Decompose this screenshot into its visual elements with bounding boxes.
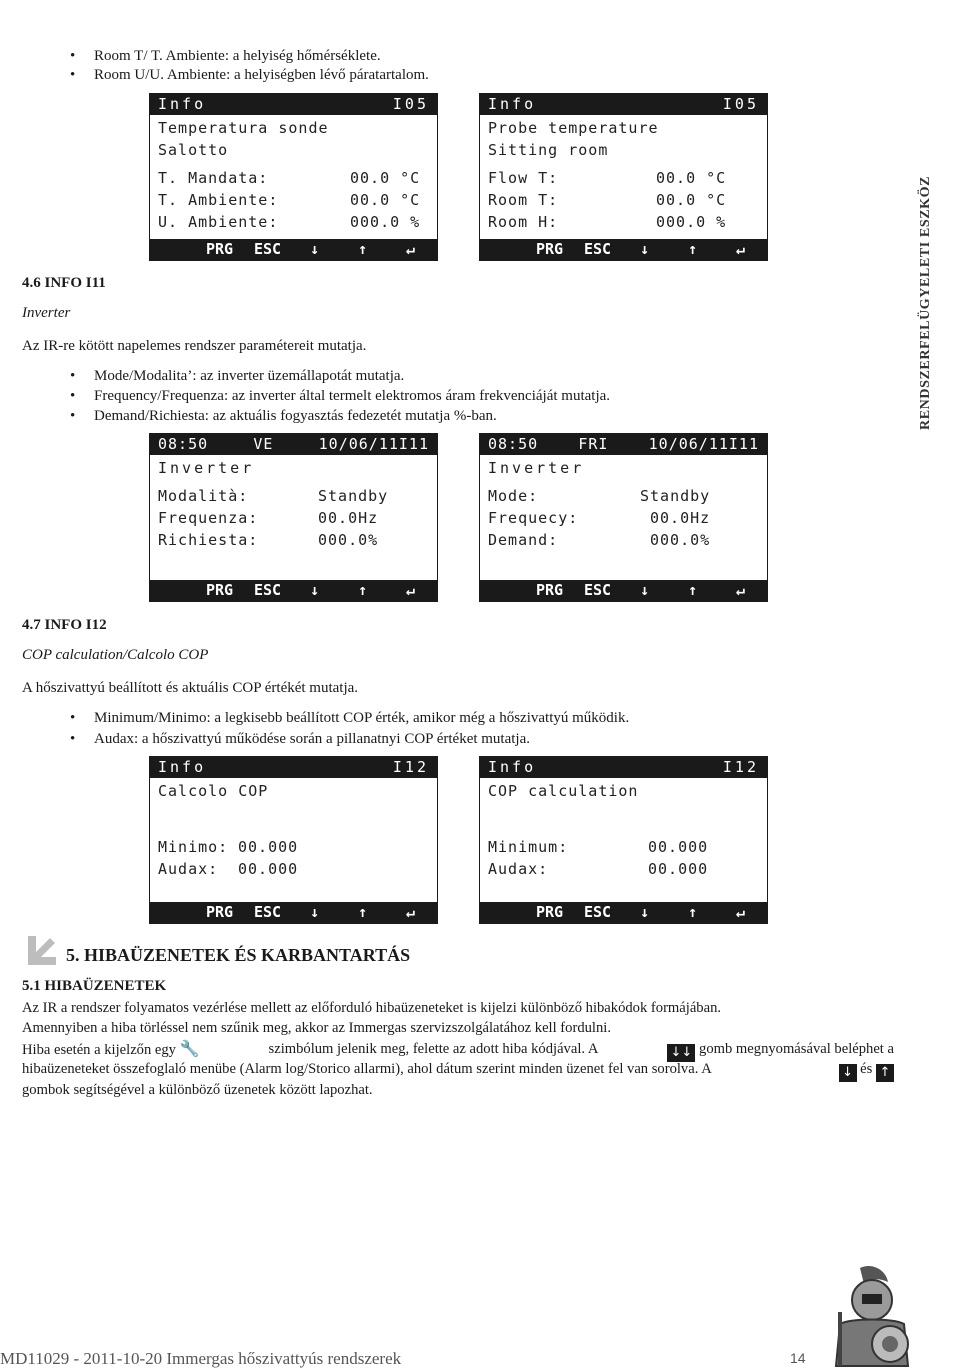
screen-row-label: Modalità: (158, 487, 249, 505)
enter-icon[interactable]: ↵ (736, 581, 746, 599)
lcd-screen-i11-it (149, 433, 438, 602)
esc-key[interactable]: ESC (584, 903, 612, 921)
screen-line: Sitting room (488, 141, 609, 159)
down-arrow-icon: ↓ (839, 1064, 857, 1082)
paragraph-line (22, 1059, 894, 1082)
screen-line: Temperatura sonde (158, 119, 329, 137)
bullet-frequency: • Frequency/Frequenza: az inverter által termelt elektromos áram frekvenciáját mutatja. (94, 386, 610, 406)
screen-row-value: 00.000 (648, 838, 709, 856)
screen-row-value: 00.0 °C (350, 169, 421, 187)
down-arrow-icon[interactable]: ↓ (640, 903, 650, 921)
footer-document-ref: MD11029 - 2011-10-20 Immergas hőszivattyús rendszerek (0, 1349, 402, 1368)
section-subtitle-4-7: COP calculation/Calcolo COP (22, 647, 209, 663)
screen-function-keys (480, 902, 767, 923)
screen-row-value: 000.0 % (656, 213, 727, 231)
screen-function-keys (150, 902, 437, 923)
prg-key[interactable]: PRG (206, 240, 234, 258)
section-intro-4-7: A hőszivattyú beállított és aktuális COP értékét mutatja. (22, 680, 359, 696)
screen-day: VE (253, 435, 274, 453)
page-number: 14 (790, 1350, 806, 1366)
screen-head-right: I05 (722, 95, 759, 113)
section-heading-4-7: 4.7 INFO I12 (22, 617, 107, 633)
screen-row-label: Frequenza: (158, 509, 259, 527)
section-intro-4-6: Az IR-re kötött napelemes rendszer paramétereit mutatja. (22, 338, 367, 354)
screen-row-label: Audax: (158, 860, 219, 878)
paragraph-line (22, 998, 894, 1018)
esc-key[interactable]: ESC (584, 581, 612, 599)
section-heading-4-6: 4.6 INFO I11 (22, 275, 106, 291)
screen-line: COP calculation (488, 782, 639, 800)
paragraph-text: és (860, 1061, 873, 1077)
screen-row-value: 00.0 °C (350, 191, 421, 209)
sidebar-text: RENDSZERFELÜGYELETI ESZKÖZ (918, 175, 933, 430)
screen-row-label: Room T: (488, 191, 559, 209)
screen-row-value: Standby (318, 487, 389, 505)
screen-head-left: Info (488, 758, 537, 776)
up-arrow-icon[interactable]: ↑ (688, 581, 698, 599)
down-arrow-icon[interactable]: ↓ (310, 240, 320, 258)
room-t-bullet: • Room T/ T. Ambiente: a helyiség hőmérséklete. (94, 46, 381, 66)
screen-row-value: 00.000 (238, 860, 299, 878)
up-arrow-icon[interactable]: ↑ (358, 581, 368, 599)
lcd-screen-i12-it (149, 756, 438, 924)
paragraph-text: gombok segítségével a különböző üzenetek között lapozhat. (22, 1082, 373, 1098)
prg-key[interactable]: PRG (206, 903, 234, 921)
down-arrow-icon[interactable]: ↓ (640, 581, 650, 599)
bullet-minimum: • Minimum/Minimo: a legkisebb beállított COP érték, amikor még a hőszivattyú működik. (94, 708, 629, 728)
screen-date: 10/06/11 (648, 435, 729, 453)
screen-day: FRI (578, 435, 609, 453)
screen-row-label: Minimo: (158, 838, 229, 856)
paragraph-text: hibaüzeneteket összefoglaló menübe (Alarm log/Storico allarmi), ahol dátum szerint minden üzenet fel van sorolva. A (22, 1061, 712, 1077)
enter-icon[interactable]: ↵ (406, 903, 416, 921)
screen-row-value: 00.0Hz (318, 509, 379, 527)
screen-head-left: Info (158, 758, 207, 776)
enter-icon[interactable]: ↵ (406, 581, 416, 599)
screen-row-value: 00.0Hz (650, 509, 711, 527)
screen-title: Inverter (488, 459, 585, 477)
screen-row-label: T. Mandata: (158, 169, 269, 187)
lcd-screen-i11-en (479, 433, 768, 602)
screen-row-label: Room H: (488, 213, 559, 231)
down-arrow-icon[interactable]: ↓ (640, 240, 650, 258)
paragraph-text: gomb megnyomásával beléphet a (699, 1041, 894, 1057)
paragraph-text: Az IR a rendszer folyamatos vezérlése mellett az előforduló hibaüzeneteket is kijelzi különböző hibakódok formájában. (22, 1000, 722, 1016)
wrench-icon: 🔧 (179, 1039, 200, 1058)
screen-row-value: 00.0 °C (656, 169, 727, 187)
prg-key[interactable]: PRG (536, 240, 564, 258)
screen-row-label: Mode: (488, 487, 539, 505)
screen-line: Probe temperature (488, 119, 659, 137)
screen-time: 08:50 (488, 435, 539, 453)
screen-code: I11 (398, 435, 429, 453)
up-arrow-icon: ↑ (876, 1064, 894, 1082)
esc-key[interactable]: ESC (254, 581, 282, 599)
screen-row-value: 000.0 % (350, 213, 421, 231)
screen-row-label: Demand: (488, 531, 559, 549)
gladiator-mascot-icon (820, 1262, 916, 1368)
screen-head-right: I12 (392, 758, 429, 776)
screen-line: Salotto (158, 141, 229, 159)
bullet-audax: • Audax: a hőszivattyú működése során a pillanatnyi COP értéket mutatja. (94, 729, 530, 749)
enter-icon[interactable]: ↵ (736, 903, 746, 921)
esc-key[interactable]: ESC (584, 240, 612, 258)
screen-row-value: 000.0% (318, 531, 379, 549)
vertical-section-label (918, 140, 946, 430)
section-heading-5-1: 5.1 HIBAÜZENETEK (22, 978, 167, 994)
enter-icon[interactable]: ↵ (406, 240, 416, 258)
screen-time: 08:50 (158, 435, 209, 453)
paragraph-text: Amennyiben a hiba törléssel nem szűnik meg, akkor az Immergas szervizszolgálatához kell fordulni. (22, 1020, 611, 1036)
double-down-icon: ↓↓ (667, 1044, 695, 1062)
lcd-screen-i05-en (479, 93, 768, 261)
screen-function-keys (150, 239, 437, 260)
down-arrow-icon[interactable]: ↓ (310, 903, 320, 921)
esc-key[interactable]: ESC (254, 240, 282, 258)
lcd-screen-i05-it (149, 93, 438, 261)
down-arrow-icon[interactable]: ↓ (310, 581, 320, 599)
screen-row-label: Audax: (488, 860, 549, 878)
screen-title: Inverter (158, 459, 255, 477)
prg-key[interactable]: PRG (536, 903, 564, 921)
enter-icon[interactable]: ↵ (736, 240, 746, 258)
screen-row-label: Richiesta: (158, 531, 259, 549)
paragraph-text: szimbólum jelenik meg, felette az adott hiba kódjával. A (268, 1041, 599, 1057)
paragraph-text: Hiba esetén a kijelzőn egy (22, 1042, 176, 1058)
section-subtitle-4-6: Inverter (22, 305, 71, 321)
up-arrow-icon[interactable]: ↑ (358, 903, 368, 921)
screen-function-keys (150, 580, 437, 601)
screen-head-left: Info (158, 95, 207, 113)
up-arrow-icon[interactable]: ↑ (688, 903, 698, 921)
screen-head-right: I12 (722, 758, 759, 776)
screen-date: 10/06/11 (318, 435, 399, 453)
prg-key[interactable]: PRG (206, 581, 234, 599)
prg-key[interactable]: PRG (536, 581, 564, 599)
screen-row-value: 00.0 °C (656, 191, 727, 209)
screen-row-label: Frequecy: (488, 509, 579, 527)
screen-code: I11 (728, 435, 759, 453)
section-arrow-icon (24, 934, 58, 968)
bullet-demand: • Demand/Richiesta: az aktuális fogyasztás fedezetét mutatja %-ban. (94, 406, 497, 426)
esc-key[interactable]: ESC (254, 903, 282, 921)
screen-row-label: U. Ambiente: (158, 213, 279, 231)
room-u-bullet: • Room U/U. Ambiente: a helyiségben lévő páratartalom. (94, 65, 429, 85)
up-arrow-icon[interactable]: ↑ (358, 240, 368, 258)
screen-function-keys (480, 580, 767, 601)
screen-row-value: Standby (640, 487, 711, 505)
screen-row-value: 000.0% (650, 531, 711, 549)
screen-row-value: 00.000 (238, 838, 299, 856)
screen-head-left: Info (488, 95, 537, 113)
screen-line: Calcolo COP (158, 782, 269, 800)
screen-function-keys (480, 239, 767, 260)
screen-row-label: Minimum: (488, 838, 569, 856)
section-heading-5: 5. HIBAÜZENETEK ÉS KARBANTARTÁS (66, 945, 411, 965)
bullet-mode: • Mode/Modalita’: az inverter üzemállapotát mutatja. (94, 366, 404, 386)
up-arrow-icon[interactable]: ↑ (688, 240, 698, 258)
screen-head-right: I05 (392, 95, 429, 113)
screen-row-label: Flow T: (488, 169, 559, 187)
lcd-screen-i12-en (479, 756, 768, 924)
screen-row-label: T. Ambiente: (158, 191, 279, 209)
screen-row-value: 00.000 (648, 860, 709, 878)
